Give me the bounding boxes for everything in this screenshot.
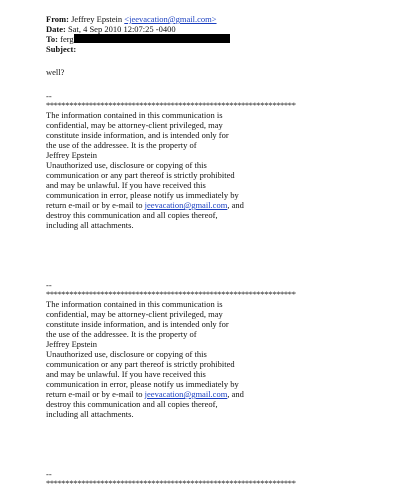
sig-stars: **************************************************************** [46, 290, 296, 299]
header-date [46, 24, 386, 34]
from-name: Jeffrey Epstein [71, 14, 123, 24]
email-document [46, 14, 386, 488]
notice-line: communication or any part thereof is strictly prohibited [46, 170, 235, 180]
date-label: Date: [46, 24, 66, 34]
signature-block-3 [46, 469, 386, 488]
return-pre: return e-mail or by e-mail to [46, 389, 145, 399]
notice-line-return [46, 200, 386, 210]
notice-line: destroy this communication and all copies thereof, [46, 399, 218, 409]
notice-line: constitute inside information, and is intended only for [46, 130, 229, 140]
notice-line: and may be unlawful. If you have received this [46, 369, 206, 379]
notice-line: The information contained in this communication is [46, 299, 223, 309]
sig-stars: **************************************************************** [46, 479, 296, 488]
notice-line: the use of the addressee. It is the property of [46, 329, 197, 339]
redaction-bar [74, 34, 230, 43]
to-value: ferg [60, 34, 74, 44]
return-post: , and [227, 389, 244, 399]
return-email-link[interactable]: jeevacation@gmail.com [144, 389, 228, 399]
notice-line: Jeffrey Epstein [46, 150, 98, 160]
signature-block-2 [46, 280, 386, 419]
date-value: Sat, 4 Sep 2010 12:07:25 -0400 [67, 24, 176, 34]
notice-line: communication in error, please notify us immediately by [46, 379, 239, 389]
sig-dashes: -- [46, 91, 52, 101]
notice-line: Unauthorized use, disclosure or copying of this [46, 349, 207, 359]
return-email-link[interactable]: jeevacation@gmail.com [144, 200, 228, 210]
notice-line: and may be unlawful. If you have received this [46, 180, 206, 190]
sig-dashes: -- [46, 280, 52, 290]
notice-line: communication or any part thereof is strictly prohibited [46, 359, 235, 369]
notice-line: destroy this communication and all copies thereof, [46, 210, 218, 220]
from-email[interactable]: <jeevacation@gmail.com> [124, 14, 217, 24]
return-post: , and [227, 200, 244, 210]
header-from [46, 14, 386, 24]
subject-label: Subject: [46, 44, 77, 54]
sig-stars: **************************************************************** [46, 101, 296, 110]
header-to [46, 34, 386, 44]
return-pre: return e-mail or by e-mail to [46, 200, 145, 210]
notice-line: constitute inside information, and is intended only for [46, 319, 229, 329]
spacer [46, 419, 386, 455]
sig-dashes: -- [46, 469, 52, 479]
notice-line: communication in error, please notify us immediately by [46, 190, 239, 200]
notice-line: confidential, may be attorney-client privileged, may [46, 120, 223, 130]
notice-line: including all attachments. [46, 409, 134, 419]
notice-line: Jeffrey Epstein [46, 339, 98, 349]
header-subject [46, 44, 386, 54]
notice-line: confidential, may be attorney-client privileged, may [46, 309, 223, 319]
signature-block-1 [46, 91, 386, 230]
notice-line: the use of the addressee. It is the property of [46, 140, 197, 150]
notice-line: including all attachments. [46, 220, 134, 230]
to-label: To: [46, 34, 58, 44]
email-body: well? [46, 67, 65, 77]
notice-line: Unauthorized use, disclosure or copying of this [46, 160, 207, 170]
from-label: From: [46, 14, 69, 24]
notice-line-return [46, 389, 386, 399]
notice-line: The information contained in this communication is [46, 110, 223, 120]
spacer [46, 230, 386, 266]
confidentiality-notice [46, 110, 386, 230]
confidentiality-notice [46, 299, 386, 419]
